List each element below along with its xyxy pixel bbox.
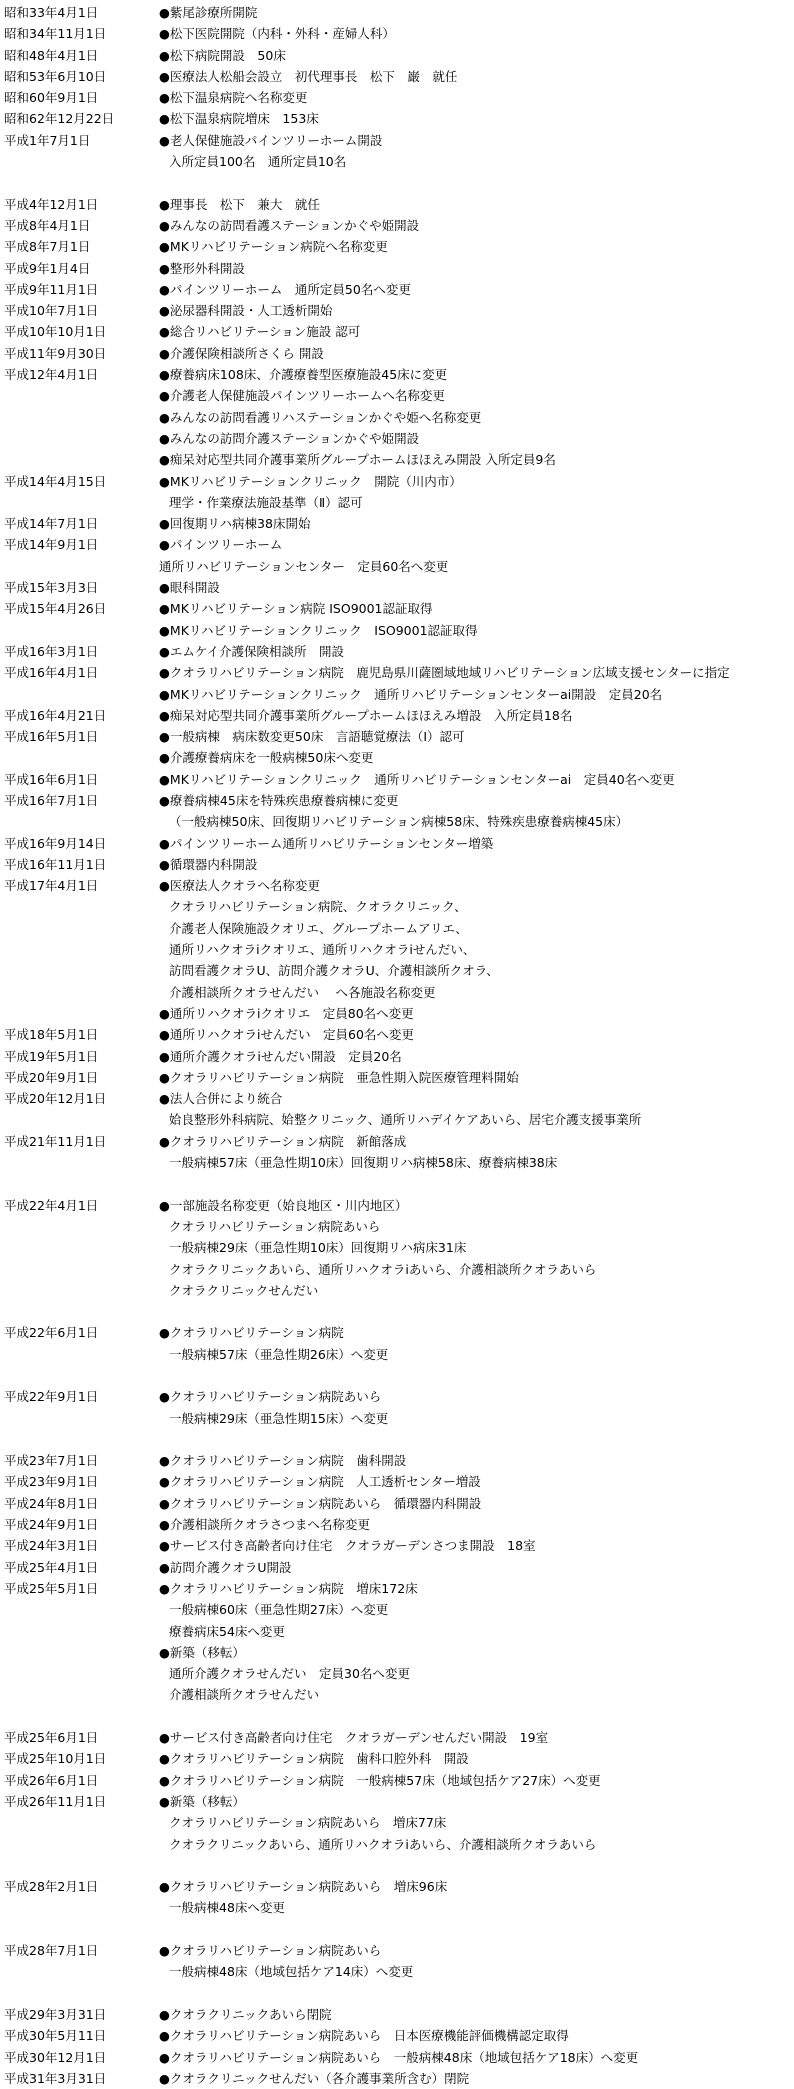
entry-line: ●医療法人クオラへ名称変更 <box>159 878 320 894</box>
history-entry <box>0 1727 794 1748</box>
entry-line: ●みんなの訪問看護ステーションかぐや姫開設 <box>159 217 420 233</box>
entry-date: 平成8年7月1日 <box>4 239 91 255</box>
entry-line: ●一般病棟 病床数変更50床 言語聴覚療法（Ⅰ）認可 <box>159 729 465 745</box>
entry-line: ●訪問介護クオラU開設 <box>159 1559 292 1575</box>
entry-line: ●総合リハビリテーション施設 認可 <box>159 324 361 340</box>
history-entry <box>0 1450 794 1471</box>
entry-spacer <box>0 1429 794 1450</box>
entry-events <box>159 279 794 300</box>
entry-events <box>159 258 794 279</box>
entry-line: ●クオラリハビリテーション病院 鹿児島県川薩圏域地域リハビリテーション広域支援センターに指定 <box>159 665 730 681</box>
entry-line: 介護相談所クオラせんだい <box>169 1687 320 1703</box>
entry-events <box>159 2047 794 2068</box>
entry-events <box>159 300 794 321</box>
entry-date: 平成25年5月1日 <box>4 1580 99 1596</box>
entry-line: ●松下温泉病院へ名称変更 <box>159 90 308 106</box>
entry-line: ●通所リハクオラiせんだい 定員60名へ変更 <box>159 1027 414 1043</box>
entry-date: 平成9年1月4日 <box>4 260 91 276</box>
entry-events <box>159 1450 794 1471</box>
entry-events <box>159 577 794 598</box>
history-entry <box>0 23 794 44</box>
entry-date: 昭和48年4月1日 <box>4 47 99 63</box>
entry-date: 平成1年7月1日 <box>4 132 91 148</box>
entry-line: ●パインツリーホーム通所リハビリテーションセンター増築 <box>159 835 494 851</box>
entry-date: 平成30年12月1日 <box>4 2049 107 2065</box>
entry-events <box>159 641 794 662</box>
entry-spacer <box>0 1365 794 1386</box>
entry-events <box>159 1727 794 1748</box>
entry-line: 姶良整形外科病院、姶整クリニック、通所リハデイケアあいら、居宅介護支援事業所 <box>169 1112 642 1128</box>
history-entry <box>0 1493 794 1514</box>
entry-events <box>159 1770 794 1791</box>
history-entry <box>0 1514 794 1535</box>
entry-events <box>159 662 794 705</box>
entry-date: 平成16年4月21日 <box>4 707 107 723</box>
entry-line: ●エムケイ介護保険相談所 開設 <box>159 643 345 659</box>
history-entry <box>0 1557 794 1578</box>
history-entry <box>0 1322 794 1365</box>
entry-line: ●老人保健施設パインツリーホーム開設 <box>159 132 383 148</box>
entry-events <box>159 1876 794 1919</box>
entry-date: 平成24年8月1日 <box>4 1495 99 1511</box>
entry-line: 一般病棟57床（亜急性期10床）回復期リハ病棟58床、療養病棟38床 <box>169 1155 558 1171</box>
entry-line: ●介護療養病床を一般病棟50床へ変更 <box>159 750 374 766</box>
entry-spacer <box>0 1983 794 2004</box>
history-entry <box>0 194 794 215</box>
history-entry <box>0 236 794 257</box>
entry-line: 介護老人保険施設クオリエ、グループホームアリエ、 <box>169 920 468 936</box>
entry-line: ●循環器内科開設 <box>159 856 258 872</box>
history-entry <box>0 875 794 1024</box>
entry-events <box>159 1748 794 1769</box>
entry-line: ●療養病棟45床を特殊疾患療養病棟に変更 <box>159 792 399 808</box>
entry-line: ●サービス付き高齢者向け住宅 クオラガーデンせんだい開設 19室 <box>159 1730 549 1746</box>
history-entry <box>0 2025 794 2046</box>
entry-date: 平成26年11月1日 <box>4 1793 107 1809</box>
history-entry <box>0 769 794 790</box>
entry-date: 平成22年6月1日 <box>4 1325 99 1341</box>
history-entry <box>0 1876 794 1919</box>
entry-date: 平成16年7月1日 <box>4 792 99 808</box>
entry-events <box>159 1067 794 1088</box>
entry-line: クオラリハビリテーション病院あいら 増床77床 <box>169 1815 447 1831</box>
history-entry <box>0 108 794 129</box>
entry-spacer <box>0 172 794 193</box>
entry-line: ●クオラリハビリテーション病院 歯科開設 <box>159 1453 407 1469</box>
entry-line: ●パインツリーホーム <box>159 537 283 553</box>
entry-line: ●松下温泉病院増床 153床 <box>159 111 319 127</box>
history-entry <box>0 1088 794 1131</box>
entry-events <box>159 87 794 108</box>
history-entry <box>0 1791 794 1855</box>
entry-events <box>159 1024 794 1045</box>
entry-events <box>159 1578 794 1706</box>
entry-date: 平成23年7月1日 <box>4 1453 99 1469</box>
entry-events <box>159 1791 794 1855</box>
entry-line: ●みんなの訪問看護リハステーションかぐや姫へ名称変更 <box>159 409 482 425</box>
entry-events <box>159 769 794 790</box>
entry-date: 平成20年12月1日 <box>4 1091 107 1107</box>
entry-line: 一般病棟48床へ変更 <box>169 1900 285 1916</box>
entry-date: 昭和53年6月10日 <box>4 68 107 84</box>
entry-spacer <box>0 1301 794 1322</box>
entry-line: ●通所リハクオラiクオリエ 定員80名へ変更 <box>159 1005 414 1021</box>
entry-events <box>159 321 794 342</box>
entry-events <box>159 1940 794 1983</box>
entry-line: ●新築（移転） <box>159 1793 245 1809</box>
entry-line: クオラクリニックあいら、通所リハクオラiあいら、介護相談所クオラあいら <box>169 1836 597 1852</box>
entry-line: 一般病棟29床（亜急性期15床）へ変更 <box>169 1410 389 1426</box>
entry-date: 平成28年7月1日 <box>4 1943 99 1959</box>
entry-date: 平成25年10月1日 <box>4 1751 107 1767</box>
entry-date: 平成26年6月1日 <box>4 1772 99 1788</box>
history-entry <box>0 2068 794 2089</box>
entry-line: ●回復期リハ病棟38床開始 <box>159 516 311 532</box>
entry-events <box>159 215 794 236</box>
entry-line: ●MKリハビリテーションクリニック ISO9001認証取得 <box>159 622 478 638</box>
history-entry <box>0 726 794 769</box>
entry-line: クオラリハビリテーション病院あいら <box>169 1218 381 1234</box>
history-entry <box>0 45 794 66</box>
history-entry <box>0 1578 794 1706</box>
entry-events <box>159 236 794 257</box>
history-entry <box>0 1748 794 1769</box>
entry-line: ●法人合併により統合 <box>159 1091 283 1107</box>
history-entry <box>0 343 794 364</box>
entry-line: 一般病棟57床（亜急性期26床）へ変更 <box>169 1346 389 1362</box>
entry-events <box>159 364 794 470</box>
entry-line: ●介護相談所クオラさつまへ名称変更 <box>159 1517 370 1533</box>
entry-line: ●クオラリハビリテーション病院 亜急性期入院医療管理料開始 <box>159 1069 519 1085</box>
entry-line: ●MKリハビリテーション病院 ISO9001認証取得 <box>159 601 433 617</box>
entry-date: 平成14年4月15日 <box>4 473 107 489</box>
entry-line: 通所介護クオラせんだい 定員30名へ変更 <box>169 1666 410 1682</box>
entry-events <box>159 705 794 726</box>
entry-date: 平成9年11月1日 <box>4 281 99 297</box>
entry-line: ●MKリハビリテーション病院へ名称変更 <box>159 239 388 255</box>
entry-events <box>159 1088 794 1131</box>
entry-line: クオラクリニックせんだい <box>169 1282 319 1298</box>
entry-line: 介護相談所クオラせんだい へ各施設名称変更 <box>169 984 436 1000</box>
history-entry <box>0 1131 794 1174</box>
entry-line: ●クオラリハビリテーション病院あいら 日本医療機能評価機構認定取得 <box>159 2028 569 2044</box>
entry-line: ●クオラリハビリテーション病院 新館落成 <box>159 1133 407 1149</box>
entry-line: ●紫尾診療所開院 <box>159 5 258 20</box>
entry-line: ●通所介護クオラiせんだい開設 定員20名 <box>159 1048 402 1064</box>
entry-events <box>159 130 794 173</box>
entry-date: 平成14年9月1日 <box>4 537 99 553</box>
entry-line: 理学・作業療法施設基準（Ⅱ）認可 <box>169 494 363 510</box>
entry-date: 平成16年6月1日 <box>4 771 99 787</box>
entry-date: 昭和34年11月1日 <box>4 26 107 42</box>
entry-events <box>159 726 794 769</box>
entry-line: ●痴呆対応型共同介護事業所グループホームほほえみ増設 入所定員18名 <box>159 707 573 723</box>
entry-line: ●理事長 松下 兼大 就任 <box>159 196 320 212</box>
entry-events <box>159 1493 794 1514</box>
history-entry <box>0 1024 794 1045</box>
entry-line: ●松下病院開設 50床 <box>159 47 286 63</box>
history-entry <box>0 258 794 279</box>
entry-date: 平成18年5月1日 <box>4 1027 99 1043</box>
entry-date: 昭和33年4月1日 <box>4 5 99 20</box>
entry-date: 平成10年7月1日 <box>4 303 99 319</box>
entry-date: 平成17年4月1日 <box>4 878 99 894</box>
entry-date: 平成24年9月1日 <box>4 1517 99 1533</box>
entry-date: 平成23年9月1日 <box>4 1474 99 1490</box>
entry-date: 昭和62年12月22日 <box>4 111 115 127</box>
entry-line: ●クオラリハビリテーション病院 <box>159 1325 344 1341</box>
history-entry <box>0 1770 794 1791</box>
entry-events <box>159 875 794 1024</box>
entry-line: 一般病棟60床（亜急性期27床）へ変更 <box>169 1602 389 1618</box>
entry-events <box>159 2 794 23</box>
history-entry <box>0 1535 794 1556</box>
entry-events <box>159 790 794 833</box>
entry-date: 平成10年10月1日 <box>4 324 107 340</box>
entry-date: 平成16年11月1日 <box>4 856 107 872</box>
entry-line: ●クオラリハビリテーション病院 増床172床 <box>159 1580 418 1596</box>
entry-line: ●医療法人松船会設立 初代理事長 松下 巌 就任 <box>159 68 458 84</box>
entry-line: ●一部施設名称変更（姶良地区・川内地区） <box>159 1197 408 1213</box>
entry-events <box>159 1195 794 1301</box>
entry-line: ●クオラクリニックあいら閉院 <box>159 2006 332 2022</box>
entry-line: ●みんなの訪問介護ステーションかぐや姫開設 <box>159 430 420 446</box>
entry-line: ●クオラリハビリテーション病院あいら 増床96床 <box>159 1879 448 1895</box>
entry-line: ●クオラリハビリテーション病院あいら <box>159 1943 382 1959</box>
history-entry <box>0 854 794 875</box>
history-entry <box>0 1195 794 1301</box>
history-entry <box>0 364 794 470</box>
entry-date: 平成31年3月31日 <box>4 2070 107 2086</box>
entry-events <box>159 2068 794 2089</box>
history-entry <box>0 215 794 236</box>
entry-line: 療養病床54床へ変更 <box>169 1623 285 1639</box>
entry-line: ●泌尿器科開設・人工透析開始 <box>159 303 333 319</box>
entry-line: ●MKリハビリテーションクリニック 開院（川内市） <box>159 473 462 489</box>
entry-line: 通所リハクオラiクオリエ、通所リハクオラiせんだい、 <box>169 942 476 958</box>
entry-date: 平成22年9月1日 <box>4 1389 99 1405</box>
entry-line: ●MKリハビリテーションクリニック 通所リハビリテーションセンターai開設 定員20名 <box>159 686 663 702</box>
entry-events <box>159 2004 794 2025</box>
entry-events <box>159 1386 794 1429</box>
entry-line: ●クオラリハビリテーション病院あいら 一般病棟48床（地域包括ケア18床）へ変更 <box>159 2049 639 2065</box>
entry-date: 平成28年2月1日 <box>4 1879 99 1895</box>
entry-line: ●クオラリハビリテーション病院あいら <box>159 1389 382 1405</box>
entry-events <box>159 1046 794 1067</box>
entry-line: ●MKリハビリテーションクリニック 通所リハビリテーションセンターai 定員40名へ変更 <box>159 771 675 787</box>
entry-date: 平成15年3月3日 <box>4 580 99 596</box>
entry-events <box>159 534 794 577</box>
entry-line: ●介護老人保健施設パインツリーホームへ名称変更 <box>159 388 445 404</box>
entry-line: （一般病棟50床、回復期リハビリテーション病棟58床、特殊疾患療養病棟45床） <box>169 814 629 830</box>
entry-date: 平成25年4月1日 <box>4 1559 99 1575</box>
history-entry <box>0 1386 794 1429</box>
entry-spacer <box>0 1173 794 1194</box>
entry-line: ●クオラリハビリテーション病院 人工透析センター増設 <box>159 1474 481 1490</box>
entry-events <box>159 471 794 514</box>
entry-date: 平成11年9月30日 <box>4 345 107 361</box>
entry-line: ●整形外科開設 <box>159 260 245 276</box>
entry-events <box>159 1471 794 1492</box>
history-entry <box>0 513 794 534</box>
entry-line: ●クオラリハビリテーション病院あいら 循環器内科開設 <box>159 1495 482 1511</box>
entry-line: ●クオラリハビリテーション病院 歯科口腔外科 開設 <box>159 1751 469 1767</box>
entry-line: ●介護保険相談所さくら 開設 <box>159 345 324 361</box>
entry-date: 平成16年4月1日 <box>4 665 99 681</box>
entry-events <box>159 1514 794 1535</box>
history-entry <box>0 1046 794 1067</box>
entry-date: 平成25年6月1日 <box>4 1730 99 1746</box>
entry-events <box>159 1322 794 1365</box>
entry-line: ●痴呆対応型共同介護事業所グループホームほほえみ開設 入所定員9名 <box>159 452 556 468</box>
entry-date: 平成8年4月1日 <box>4 217 91 233</box>
history-entry <box>0 300 794 321</box>
history-entry <box>0 66 794 87</box>
entry-events <box>159 598 794 641</box>
entry-date: 平成16年3月1日 <box>4 643 99 659</box>
entry-date: 平成20年9月1日 <box>4 1069 99 1085</box>
entry-spacer <box>0 1919 794 1940</box>
entry-line: 訪問看護クオラU、訪問介護クオラU、介護相談所クオラ、 <box>169 963 499 979</box>
history-entry <box>0 662 794 705</box>
entry-date: 平成30年5月11日 <box>4 2028 107 2044</box>
entry-line: ●サービス付き高齢者向け住宅 クオラガーデンさつま開設 18室 <box>159 1538 536 1554</box>
entry-line: ●眼科開設 <box>159 580 220 596</box>
entry-events <box>159 1131 794 1174</box>
entry-line: ●療養病床108床、介護療養型医療施設45床に変更 <box>159 367 448 383</box>
entry-events <box>159 45 794 66</box>
entry-date: 平成24年3月1日 <box>4 1538 99 1554</box>
entry-line: 一般病棟48床（地域包括ケア14床）へ変更 <box>169 1964 414 1980</box>
history-entry <box>0 641 794 662</box>
history-entry <box>0 790 794 833</box>
history-entry <box>0 2 794 23</box>
entry-events <box>159 1535 794 1556</box>
entry-date: 平成14年7月1日 <box>4 516 99 532</box>
entry-date: 平成15年4月26日 <box>4 601 107 617</box>
entry-date: 平成12年4月1日 <box>4 367 99 383</box>
history-entry <box>0 87 794 108</box>
entry-events <box>159 2025 794 2046</box>
history-entry <box>0 2047 794 2068</box>
history-entry <box>0 321 794 342</box>
entry-line: ●パインツリーホーム 通所定員50名へ変更 <box>159 281 411 297</box>
entry-date: 平成4年12月1日 <box>4 196 99 212</box>
history-entry <box>0 534 794 577</box>
entry-date: 平成22年4月1日 <box>4 1197 99 1213</box>
history-entry <box>0 279 794 300</box>
entry-line: ●松下医院開院（内科・外科・産婦人科） <box>159 26 395 42</box>
entry-line: 通所リハビリテーションセンター 定員60名へ変更 <box>159 558 449 574</box>
history-entry <box>0 598 794 641</box>
entry-line: クオラクリニックあいら、通所リハクオラiあいら、介護相談所クオラあいら <box>169 1261 597 1277</box>
entry-line: ●クオラクリニックせんだい（各介護事業所含む）閉院 <box>159 2070 470 2086</box>
entry-line: クオラリハビリテーション病院、クオラクリニック、 <box>169 899 467 915</box>
entry-date: 平成16年9月14日 <box>4 835 107 851</box>
entry-date: 平成29年3月31日 <box>4 2006 107 2022</box>
history-entry <box>0 471 794 514</box>
entry-events <box>159 194 794 215</box>
history-entry <box>0 130 794 173</box>
entry-events <box>159 343 794 364</box>
history-entry <box>0 577 794 598</box>
entry-date: 平成21年11月1日 <box>4 1133 107 1149</box>
history-entry <box>0 2004 794 2025</box>
entry-events <box>159 66 794 87</box>
history-entry <box>0 1940 794 1983</box>
entry-line: ●クオラリハビリテーション病院 一般病棟57床（地域包括ケア27床）へ変更 <box>159 1772 601 1788</box>
entry-date: 平成16年5月1日 <box>4 729 99 745</box>
entry-events <box>159 108 794 129</box>
entry-events <box>159 854 794 875</box>
entry-events <box>159 833 794 854</box>
entry-spacer <box>0 1706 794 1727</box>
history-entry <box>0 1067 794 1088</box>
entry-line: 一般病棟29床（亜急性期10床）回復期リハ病床31床 <box>169 1240 467 1256</box>
entry-spacer <box>0 1855 794 1876</box>
entry-line: ●新築（移転） <box>159 1644 245 1660</box>
history-entry <box>0 833 794 854</box>
entry-events <box>159 1557 794 1578</box>
entry-events <box>159 513 794 534</box>
entry-date: 平成19年5月1日 <box>4 1048 99 1064</box>
entry-line: 入所定員100名 通所定員10名 <box>169 154 347 170</box>
entry-date: 昭和60年9月1日 <box>4 90 99 106</box>
entry-events <box>159 23 794 44</box>
history-entry <box>0 705 794 726</box>
history-entry <box>0 1471 794 1492</box>
